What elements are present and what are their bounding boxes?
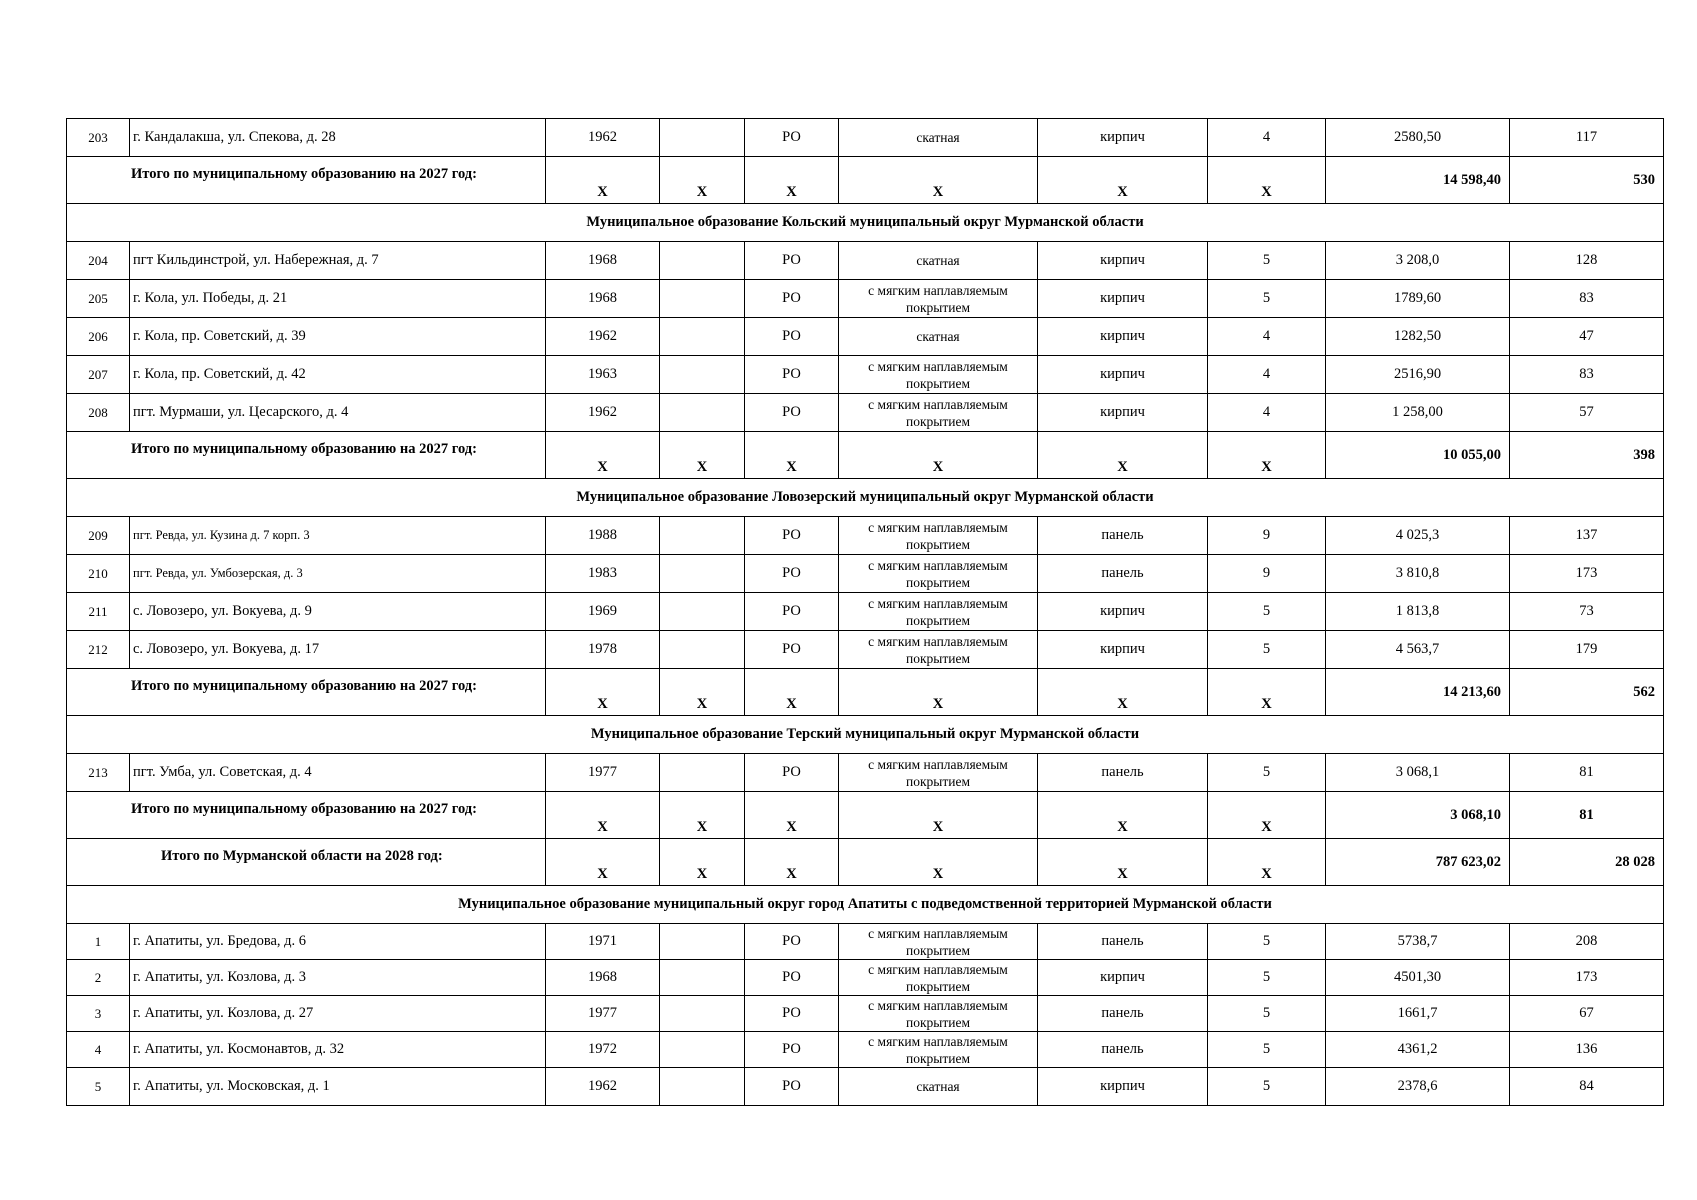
floors-cell: 4 bbox=[1208, 119, 1326, 157]
roof-type-cell: с мягким наплавляемым покрытием bbox=[839, 280, 1038, 318]
wall-material-cell: кирпич bbox=[1038, 631, 1208, 669]
x-mark-cell: Х bbox=[546, 839, 660, 886]
floors-cell: 9 bbox=[1208, 555, 1326, 593]
empty-cell bbox=[660, 960, 745, 996]
row-number: 3 bbox=[67, 996, 130, 1032]
x-mark-cell: Х bbox=[839, 432, 1038, 479]
year-cell: 1968 bbox=[546, 960, 660, 996]
table-row bbox=[67, 394, 1664, 432]
address-cell: г. Кола, ул. Победы, д. 21 bbox=[130, 280, 546, 318]
year-cell: 1969 bbox=[546, 593, 660, 631]
address-cell: пгт. Умба, ул. Советская, д. 4 bbox=[130, 754, 546, 792]
ro-cell: РО bbox=[745, 318, 839, 356]
ro-cell: РО bbox=[745, 394, 839, 432]
year-cell: 1978 bbox=[546, 631, 660, 669]
empty-cell bbox=[660, 356, 745, 394]
area-cell: 4361,2 bbox=[1326, 1032, 1510, 1068]
ro-cell: РО bbox=[745, 754, 839, 792]
floors-cell: 5 bbox=[1208, 996, 1326, 1032]
residents-cell: 173 bbox=[1510, 960, 1664, 996]
table-row bbox=[67, 960, 1664, 996]
area-cell: 1789,60 bbox=[1326, 280, 1510, 318]
x-mark-cell: Х bbox=[839, 669, 1038, 716]
x-mark-cell: Х bbox=[745, 792, 839, 839]
wall-material-cell: кирпич bbox=[1038, 394, 1208, 432]
year-cell: 1977 bbox=[546, 996, 660, 1032]
total-area-cell: 14 213,60 bbox=[1326, 669, 1510, 716]
area-cell: 4 025,3 bbox=[1326, 517, 1510, 555]
total-residents-cell: 530 bbox=[1510, 157, 1664, 204]
row-number: 2 bbox=[67, 960, 130, 996]
area-cell: 1 258,00 bbox=[1326, 394, 1510, 432]
x-mark-cell: Х bbox=[1038, 839, 1208, 886]
floors-cell: 5 bbox=[1208, 960, 1326, 996]
address-cell: г. Кандалакша, ул. Спекова, д. 28 bbox=[130, 119, 546, 157]
empty-cell bbox=[660, 631, 745, 669]
x-mark-cell: Х bbox=[660, 792, 745, 839]
residents-cell: 128 bbox=[1510, 242, 1664, 280]
address-cell: г. Кола, пр. Советский, д. 39 bbox=[130, 318, 546, 356]
wall-material-cell: кирпич bbox=[1038, 1068, 1208, 1106]
year-cell: 1983 bbox=[546, 555, 660, 593]
empty-cell bbox=[660, 280, 745, 318]
area-cell: 3 068,1 bbox=[1326, 754, 1510, 792]
table-row bbox=[67, 280, 1664, 318]
ro-cell: РО bbox=[745, 631, 839, 669]
ro-cell: РО bbox=[745, 960, 839, 996]
row-number: 207 bbox=[67, 356, 130, 394]
row-number: 5 bbox=[67, 1068, 130, 1106]
address-cell: г. Кола, пр. Советский, д. 42 bbox=[130, 356, 546, 394]
roof-type-cell: с мягким наплавляемым покрытием bbox=[839, 924, 1038, 960]
table-row bbox=[67, 517, 1664, 555]
area-cell: 3 810,8 bbox=[1326, 555, 1510, 593]
table-row bbox=[67, 1068, 1664, 1106]
area-cell: 1282,50 bbox=[1326, 318, 1510, 356]
empty-cell bbox=[660, 996, 745, 1032]
section-title: Муниципальное образование муниципальный округ город Апатиты с подведомственной территорией Мурманской области bbox=[67, 886, 1664, 924]
ro-cell: РО bbox=[745, 593, 839, 631]
x-mark-cell: Х bbox=[546, 432, 660, 479]
roof-type-cell: скатная bbox=[839, 242, 1038, 280]
year-cell: 1968 bbox=[546, 280, 660, 318]
section-title: Муниципальное образование Терский муниципальный округ Мурманской области bbox=[67, 716, 1664, 754]
roof-type-cell: с мягким наплавляемым покрытием bbox=[839, 394, 1038, 432]
floors-cell: 5 bbox=[1208, 242, 1326, 280]
area-cell: 2580,50 bbox=[1326, 119, 1510, 157]
residents-cell: 83 bbox=[1510, 356, 1664, 394]
row-number: 203 bbox=[67, 119, 130, 157]
address-cell: г. Апатиты, ул. Бредова, д. 6 bbox=[130, 924, 546, 960]
floors-cell: 5 bbox=[1208, 631, 1326, 669]
x-mark-cell: Х bbox=[546, 669, 660, 716]
section-header-row bbox=[67, 479, 1664, 517]
section-header-row bbox=[67, 204, 1664, 242]
wall-material-cell: панель bbox=[1038, 924, 1208, 960]
residents-cell: 73 bbox=[1510, 593, 1664, 631]
ro-cell: РО bbox=[745, 242, 839, 280]
section-title: Муниципальное образование Ловозерский муниципальный округ Мурманской области bbox=[67, 479, 1664, 517]
table-row bbox=[67, 593, 1664, 631]
x-mark-cell: Х bbox=[1038, 157, 1208, 204]
year-cell: 1963 bbox=[546, 356, 660, 394]
ro-cell: РО bbox=[745, 356, 839, 394]
floors-cell: 5 bbox=[1208, 924, 1326, 960]
table-row bbox=[67, 555, 1664, 593]
housing-table bbox=[66, 118, 1664, 1106]
x-mark-cell: Х bbox=[745, 839, 839, 886]
row-number: 212 bbox=[67, 631, 130, 669]
roof-type-cell: скатная bbox=[839, 119, 1038, 157]
roof-type-cell: с мягким наплавляемым покрытием bbox=[839, 960, 1038, 996]
x-mark-cell: Х bbox=[745, 669, 839, 716]
total-label: Итого по муниципальному образованию на 2027 год: bbox=[67, 432, 546, 479]
total-label: Итого по муниципальному образованию на 2027 год: bbox=[67, 157, 546, 204]
ro-cell: РО bbox=[745, 517, 839, 555]
residents-cell: 208 bbox=[1510, 924, 1664, 960]
row-number: 204 bbox=[67, 242, 130, 280]
floors-cell: 5 bbox=[1208, 754, 1326, 792]
address-cell: пгт. Ревда, ул. Умбозерская, д. 3 bbox=[130, 555, 546, 593]
row-number: 205 bbox=[67, 280, 130, 318]
floors-cell: 4 bbox=[1208, 356, 1326, 394]
wall-material-cell: кирпич bbox=[1038, 280, 1208, 318]
area-cell: 1 813,8 bbox=[1326, 593, 1510, 631]
table-body bbox=[67, 119, 1664, 1106]
roof-type-cell: с мягким наплавляемым покрытием bbox=[839, 356, 1038, 394]
total-area-cell: 10 055,00 bbox=[1326, 432, 1510, 479]
total-row bbox=[67, 669, 1664, 716]
row-number: 209 bbox=[67, 517, 130, 555]
year-cell: 1962 bbox=[546, 119, 660, 157]
floors-cell: 9 bbox=[1208, 517, 1326, 555]
empty-cell bbox=[660, 242, 745, 280]
address-cell: пгт Кильдинстрой, ул. Набережная, д. 7 bbox=[130, 242, 546, 280]
ro-cell: РО bbox=[745, 1068, 839, 1106]
floors-cell: 4 bbox=[1208, 318, 1326, 356]
table-row bbox=[67, 119, 1664, 157]
residents-cell: 47 bbox=[1510, 318, 1664, 356]
wall-material-cell: кирпич bbox=[1038, 960, 1208, 996]
area-cell: 4501,30 bbox=[1326, 960, 1510, 996]
row-number: 206 bbox=[67, 318, 130, 356]
table-row bbox=[67, 754, 1664, 792]
x-mark-cell: Х bbox=[1208, 432, 1326, 479]
roof-type-cell: с мягким наплавляемым покрытием bbox=[839, 996, 1038, 1032]
ro-cell: РО bbox=[745, 119, 839, 157]
total-area-cell: 14 598,40 bbox=[1326, 157, 1510, 204]
year-cell: 1962 bbox=[546, 394, 660, 432]
total-label: Итого по муниципальному образованию на 2027 год: bbox=[67, 669, 546, 716]
x-mark-cell: Х bbox=[745, 432, 839, 479]
wall-material-cell: кирпич bbox=[1038, 318, 1208, 356]
total-row bbox=[67, 839, 1664, 886]
row-number: 208 bbox=[67, 394, 130, 432]
x-mark-cell: Х bbox=[660, 669, 745, 716]
roof-type-cell: скатная bbox=[839, 318, 1038, 356]
total-row bbox=[67, 157, 1664, 204]
floors-cell: 5 bbox=[1208, 593, 1326, 631]
total-residents-cell: 28 028 bbox=[1510, 839, 1664, 886]
empty-cell bbox=[660, 394, 745, 432]
wall-material-cell: панель bbox=[1038, 754, 1208, 792]
row-number: 1 bbox=[67, 924, 130, 960]
address-cell: г. Апатиты, ул. Космонавтов, д. 32 bbox=[130, 1032, 546, 1068]
residents-cell: 67 bbox=[1510, 996, 1664, 1032]
total-residents-cell: 562 bbox=[1510, 669, 1664, 716]
ro-cell: РО bbox=[745, 280, 839, 318]
table-row bbox=[67, 318, 1664, 356]
residents-cell: 137 bbox=[1510, 517, 1664, 555]
year-cell: 1977 bbox=[546, 754, 660, 792]
roof-type-cell: с мягким наплавляемым покрытием bbox=[839, 593, 1038, 631]
x-mark-cell: Х bbox=[839, 792, 1038, 839]
address-cell: с. Ловозеро, ул. Вокуева, д. 9 bbox=[130, 593, 546, 631]
area-cell: 3 208,0 bbox=[1326, 242, 1510, 280]
address-cell: г. Апатиты, ул. Козлова, д. 27 bbox=[130, 996, 546, 1032]
empty-cell bbox=[660, 318, 745, 356]
ro-cell: РО bbox=[745, 924, 839, 960]
year-cell: 1988 bbox=[546, 517, 660, 555]
wall-material-cell: кирпич bbox=[1038, 119, 1208, 157]
x-mark-cell: Х bbox=[660, 839, 745, 886]
x-mark-cell: Х bbox=[745, 157, 839, 204]
x-mark-cell: Х bbox=[660, 432, 745, 479]
wall-material-cell: кирпич bbox=[1038, 242, 1208, 280]
residents-cell: 179 bbox=[1510, 631, 1664, 669]
row-number: 211 bbox=[67, 593, 130, 631]
year-cell: 1968 bbox=[546, 242, 660, 280]
wall-material-cell: кирпич bbox=[1038, 356, 1208, 394]
total-row bbox=[67, 792, 1664, 839]
x-mark-cell: Х bbox=[1038, 669, 1208, 716]
ro-cell: РО bbox=[745, 996, 839, 1032]
empty-cell bbox=[660, 1068, 745, 1106]
residents-cell: 84 bbox=[1510, 1068, 1664, 1106]
section-header-row bbox=[67, 886, 1664, 924]
total-label: Итого по Мурманской области на 2028 год: bbox=[67, 839, 546, 886]
wall-material-cell: панель bbox=[1038, 517, 1208, 555]
x-mark-cell: Х bbox=[1038, 792, 1208, 839]
x-mark-cell: Х bbox=[546, 157, 660, 204]
residents-cell: 136 bbox=[1510, 1032, 1664, 1068]
table-row bbox=[67, 356, 1664, 394]
total-residents-cell: 398 bbox=[1510, 432, 1664, 479]
residents-cell: 81 bbox=[1510, 754, 1664, 792]
empty-cell bbox=[660, 119, 745, 157]
empty-cell bbox=[660, 924, 745, 960]
section-header-row bbox=[67, 716, 1664, 754]
x-mark-cell: Х bbox=[1208, 792, 1326, 839]
roof-type-cell: с мягким наплавляемым покрытием bbox=[839, 631, 1038, 669]
x-mark-cell: Х bbox=[1038, 432, 1208, 479]
year-cell: 1971 bbox=[546, 924, 660, 960]
empty-cell bbox=[660, 593, 745, 631]
total-area-cell: 3 068,10 bbox=[1326, 792, 1510, 839]
address-cell: г. Апатиты, ул. Московская, д. 1 bbox=[130, 1068, 546, 1106]
year-cell: 1962 bbox=[546, 1068, 660, 1106]
row-number: 210 bbox=[67, 555, 130, 593]
x-mark-cell: Х bbox=[660, 157, 745, 204]
area-cell: 2378,6 bbox=[1326, 1068, 1510, 1106]
table-row bbox=[67, 996, 1664, 1032]
x-mark-cell: Х bbox=[839, 157, 1038, 204]
floors-cell: 4 bbox=[1208, 394, 1326, 432]
year-cell: 1972 bbox=[546, 1032, 660, 1068]
total-residents-cell: 81 bbox=[1510, 792, 1664, 839]
floors-cell: 5 bbox=[1208, 280, 1326, 318]
address-cell: пгт. Ревда, ул. Кузина д. 7 корп. 3 bbox=[130, 517, 546, 555]
empty-cell bbox=[660, 1032, 745, 1068]
roof-type-cell: с мягким наплавляемым покрытием bbox=[839, 517, 1038, 555]
residents-cell: 57 bbox=[1510, 394, 1664, 432]
x-mark-cell: Х bbox=[1208, 157, 1326, 204]
table-row bbox=[67, 242, 1664, 280]
address-cell: пгт. Мурмаши, ул. Цесарского, д. 4 bbox=[130, 394, 546, 432]
table-row bbox=[67, 631, 1664, 669]
row-number: 213 bbox=[67, 754, 130, 792]
address-cell: с. Ловозеро, ул. Вокуева, д. 17 bbox=[130, 631, 546, 669]
ro-cell: РО bbox=[745, 555, 839, 593]
x-mark-cell: Х bbox=[546, 792, 660, 839]
area-cell: 1661,7 bbox=[1326, 996, 1510, 1032]
table-row bbox=[67, 1032, 1664, 1068]
empty-cell bbox=[660, 517, 745, 555]
roof-type-cell: с мягким наплавляемым покрытием bbox=[839, 754, 1038, 792]
area-cell: 5738,7 bbox=[1326, 924, 1510, 960]
x-mark-cell: Х bbox=[1208, 669, 1326, 716]
total-area-cell: 787 623,02 bbox=[1326, 839, 1510, 886]
area-cell: 2516,90 bbox=[1326, 356, 1510, 394]
floors-cell: 5 bbox=[1208, 1032, 1326, 1068]
floors-cell: 5 bbox=[1208, 1068, 1326, 1106]
residents-cell: 173 bbox=[1510, 555, 1664, 593]
year-cell: 1962 bbox=[546, 318, 660, 356]
wall-material-cell: панель bbox=[1038, 996, 1208, 1032]
roof-type-cell: с мягким наплавляемым покрытием bbox=[839, 1032, 1038, 1068]
total-row bbox=[67, 432, 1664, 479]
area-cell: 4 563,7 bbox=[1326, 631, 1510, 669]
wall-material-cell: панель bbox=[1038, 555, 1208, 593]
row-number: 4 bbox=[67, 1032, 130, 1068]
wall-material-cell: кирпич bbox=[1038, 593, 1208, 631]
x-mark-cell: Х bbox=[1208, 839, 1326, 886]
ro-cell: РО bbox=[745, 1032, 839, 1068]
residents-cell: 117 bbox=[1510, 119, 1664, 157]
roof-type-cell: скатная bbox=[839, 1068, 1038, 1106]
wall-material-cell: панель bbox=[1038, 1032, 1208, 1068]
empty-cell bbox=[660, 754, 745, 792]
section-title: Муниципальное образование Кольский муниципальный округ Мурманской области bbox=[67, 204, 1664, 242]
table-row bbox=[67, 924, 1664, 960]
address-cell: г. Апатиты, ул. Козлова, д. 3 bbox=[130, 960, 546, 996]
residents-cell: 83 bbox=[1510, 280, 1664, 318]
x-mark-cell: Х bbox=[839, 839, 1038, 886]
empty-cell bbox=[660, 555, 745, 593]
roof-type-cell: с мягким наплавляемым покрытием bbox=[839, 555, 1038, 593]
total-label: Итого по муниципальному образованию на 2027 год: bbox=[67, 792, 546, 839]
